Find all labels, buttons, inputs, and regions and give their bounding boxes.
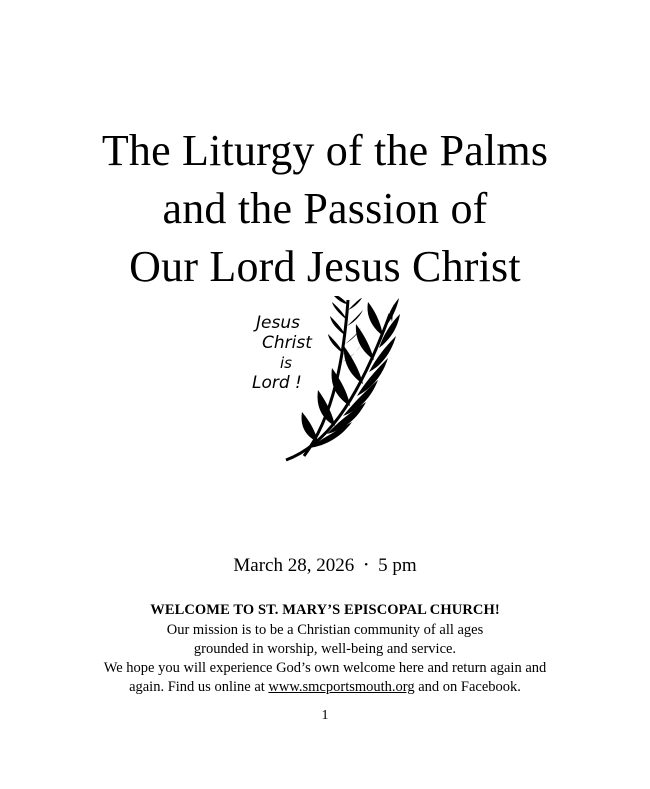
emblem-text-jesus: Jesus — [256, 313, 300, 333]
mission-line-2: grounded in worship, well-being and service. — [193, 641, 457, 657]
title-line-2: and the Passion of — [162, 184, 488, 233]
welcome-section — [0, 600, 650, 697]
service-time: 5 pm — [378, 555, 417, 576]
online-line — [0, 678, 650, 697]
palm-branch-icon — [244, 296, 404, 466]
mission-line-1: Our mission is to be a Christian community of all ages — [166, 622, 484, 638]
emblem-text-lord: Lord ! — [252, 373, 302, 393]
jesus-christ-is-lord-lettering — [252, 313, 313, 393]
service-date: March 28, 2026 — [233, 555, 355, 576]
website-link[interactable]: www.smcportsmouth.org — [268, 679, 415, 695]
bulletin-title — [0, 122, 650, 296]
title-line-3: Our Lord Jesus Christ — [129, 242, 521, 291]
online-prefix: again. Find us online at — [129, 679, 269, 695]
service-date-time — [0, 552, 650, 579]
welcome-hope-line: We hope you will experience God’s own welcome here and return again and — [103, 660, 547, 676]
emblem-text-christ: Christ — [262, 333, 312, 353]
page-number: 1 — [321, 708, 329, 723]
welcome-heading: WELCOME TO ST. MARY’S EPISCOPAL CHURCH! — [150, 602, 500, 618]
title-line-1: The Liturgy of the Palms — [101, 126, 549, 175]
online-suffix: and on Facebook. — [414, 679, 521, 695]
bullet-separator: • — [364, 559, 369, 571]
emblem-text-is: is — [280, 354, 292, 372]
palm-frond-back — [286, 298, 400, 460]
